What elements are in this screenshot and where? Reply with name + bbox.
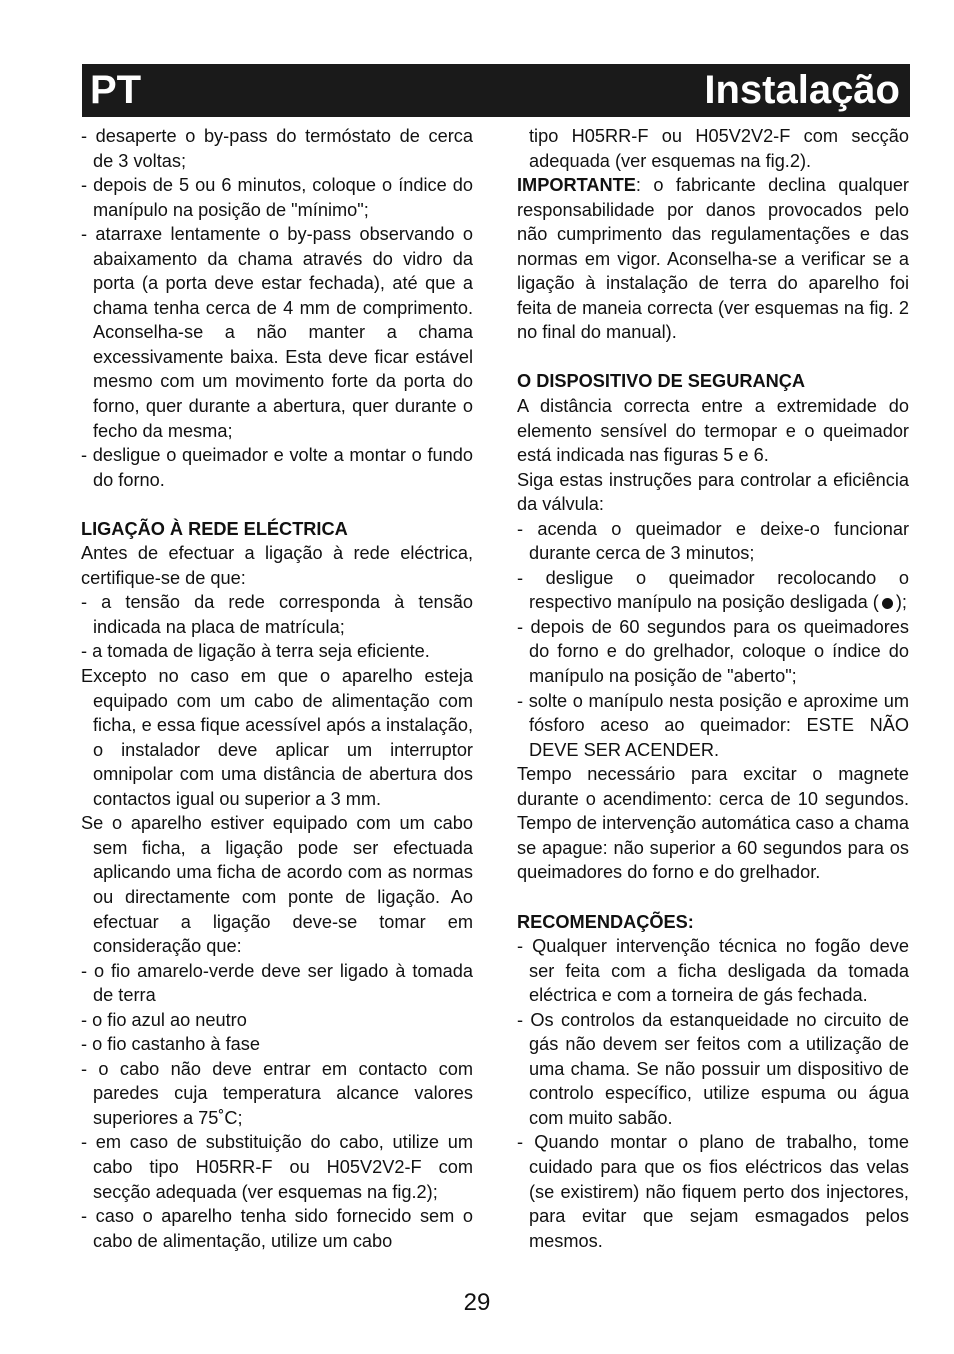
- list-item: - o fio castanho à fase: [81, 1034, 260, 1055]
- right-column: [517, 124, 909, 1253]
- paragraph: Tempo necessário para excitar o magnete durante o acendimento: cerca de 10 segundos. Tempo de intervenção automática caso a chama se apague: não superior a 60 segundos para os queimadores do forno e do grelhador.: [517, 764, 909, 883]
- list-item: - solte o manípulo nesta posição e aproxime um fósforo aceso ao queimador: ESTE NÃO DEVE SER ACENDER.: [517, 690, 909, 760]
- page-title: Instalação: [704, 68, 900, 112]
- paragraph: Antes de efectuar a ligação à rede eléctrica, certifique-se de que:: [81, 543, 473, 588]
- list-item: - em caso de substituição do cabo, utilize um cabo tipo H05RR-F ou H05V2V2-F com secção adequada (ver esquemas na fig.2);: [81, 1132, 473, 1202]
- section-heading-recommendations: RECOMENDAÇÕES:: [517, 911, 694, 932]
- list-item: - desligue o queimador e volte a montar o fundo do forno.: [81, 445, 473, 490]
- list-item: - desaperte o by-pass do termóstato de cerca de 3 voltas;: [81, 126, 473, 171]
- section-heading-safety: O DISPOSITIVO DE SEGURANÇA: [517, 371, 806, 392]
- list-item: - Quando montar o plano de trabalho, tome cuidado para que os fios eléctricos das velas (se existirem) não fiquem perto dos injectores, para evitar que sejam esmagados pelos mesmos.: [517, 1132, 909, 1251]
- important-note: [517, 173, 909, 345]
- list-item: - a tensão da rede corresponda à tensão indicada na placa de matrícula;: [81, 592, 473, 637]
- paragraph: Excepto no caso em que o aparelho esteja equipado com um cabo de alimentação com ficha, e essa fique acessível após a instalação, o instalador deve aplicar um interruptor omnipolar com uma distância de abertura dos contactos igual ou superior a 3 mm.: [81, 666, 473, 809]
- important-label: IMPORTANTE: [517, 175, 636, 196]
- list-item-text: );: [895, 592, 907, 613]
- page-header: [82, 64, 910, 117]
- language-code: PT: [90, 68, 142, 112]
- important-text: : o fabricante declina qualquer responsabilidade por danos provocados pelo não cumprimento das regulamentações e das normas em vigor. Aconselha-se a verificar se a ligação à instalação de terra do aparelho foi feita de maneia correcta (ver esquemas na fig. 2 no final do manual).: [517, 175, 909, 343]
- list-item: - o fio amarelo-verde deve ser ligado à tomada de terra: [81, 960, 473, 1006]
- list-item: [517, 566, 909, 615]
- paragraph: Se o aparelho estiver equipado com um cabo sem ficha, a ligação pode ser efectuada aplicando uma ficha de acordo com as normas ou directamente com ponte de ligação. Ao efectuar a ligação deve-se tomar em consideração que:: [81, 813, 473, 957]
- left-column: [81, 124, 473, 1253]
- list-item: - a tomada de ligação à terra seja eficiente.: [81, 641, 430, 662]
- list-item-continuation: tipo H05RR-F ou H05V2V2-F com secção adequada (ver esquemas na fig.2).: [529, 126, 909, 171]
- list-item: - caso o aparelho tenha sido fornecido sem o cabo de alimentação, utilize um cabo: [81, 1206, 473, 1251]
- off-position-dot-icon: [882, 598, 893, 609]
- list-item: - Os controlos da estanqueidade no circuito de gás não devem ser feitos com a utilização de uma chama. Se não possuir um dispositivo de controlo específico, utilize espuma ou água com muito sabão.: [517, 1009, 909, 1128]
- paragraph: A distância correcta entre a extremidade do elemento sensível do termopar e o queimador está indicada nas figuras 5 e 6.: [517, 396, 909, 466]
- page-number: 29: [463, 1289, 491, 1316]
- list-item-text: - desligue o queimador recolocando o respectivo manípulo na posição desligada (: [517, 567, 909, 613]
- list-item: - o fio azul ao neutro: [81, 1009, 247, 1030]
- list-item: - Qualquer intervenção técnica no fogão deve ser feita com a ficha desligada da tomada eléctrica e com a torneira de gás fechada.: [517, 936, 909, 1006]
- list-item: - acenda o queimador e deixe-o funcionar durante cerca de 3 minutos;: [517, 518, 909, 564]
- list-item: - o cabo não deve entrar em contacto com paredes cuja temperatura alcance valores superiores a 75˚C;: [81, 1058, 473, 1128]
- section-heading-electrical: LIGAÇÃO À REDE ELÉCTRICA: [81, 518, 348, 539]
- list-item: - depois de 5 ou 6 minutos, coloque o índice do manípulo na posição de "mínimo";: [81, 175, 473, 220]
- paragraph: Siga estas instruções para controlar a eficiência da válvula:: [517, 469, 909, 515]
- list-item: - atarraxe lentamente o by-pass observando o abaixamento da chama através do vidro da porta (a porta deve estar fechada), até que a chama tenha cerca de 4 mm de comprimento. Aconselha-se a não manter a chama excessivamente baixa. Esta deve ficar estável mesmo com um movimento forte da porta do forno, quer durante a abertura, quer durante o fecho da mesma;: [81, 224, 473, 441]
- list-item: - depois de 60 segundos para os queimadores do forno e do grelhador, coloque o índice do manípulo na posição de "aberto";: [517, 616, 909, 687]
